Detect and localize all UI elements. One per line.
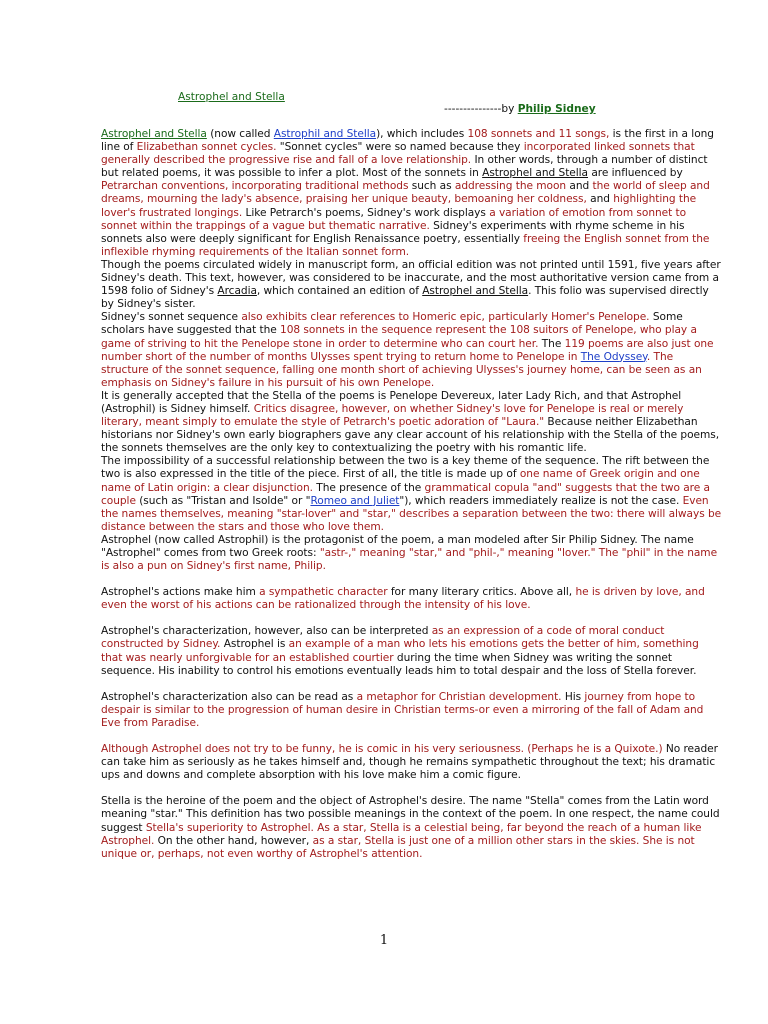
highlight-run: 119 poems are also just one number short of the number of months Ulysses spent trying to return home to Penelope in [101, 337, 714, 363]
text-run: Though the poems circulated widely in manuscript form, an official edition was not printed until 1591, five years after Sidney's death. This text, however, was considered to be inaccurate, and the most authoritative version came from a 1598 folio of Sidney's [101, 258, 721, 298]
paragraph-astrophel-name [101, 534, 723, 573]
text-run: Astrophel's characterization also can be read as [101, 690, 357, 703]
paragraph-intro [101, 128, 723, 259]
text-run: for many literary critics. Above all, [387, 586, 576, 599]
paragraph-stella-identity [101, 390, 723, 455]
text-run: Astrophel is [220, 638, 289, 651]
author-link[interactable]: Philip Sidney [517, 103, 596, 115]
text-run: The [538, 337, 565, 350]
text-run: is the first in a long line of [101, 128, 714, 154]
highlight-run: grammatical copula "and" suggests that the two are a couple [101, 481, 710, 507]
highlight-run: 108 sonnets and 11 songs, [467, 128, 610, 140]
link-romeo-and-juliet[interactable]: Romeo and Juliet [310, 494, 400, 507]
highlight-run: an example of a man who lets his emotions gets the better of him, something that was nearly unforgivable for an established courtier [101, 638, 699, 664]
paragraph-relationship [101, 455, 723, 534]
highlight-run: Even the names themselves, meaning "star-lover" and "star," describes a separation between the two: there will always be distance between the stars and those who love them. [101, 494, 722, 533]
highlight-run: highlighting the lover's frustrated longings. [101, 193, 697, 219]
text-run: The impossibility of a successful relationship between the two is a key theme of the sequence. The rift between the two is also expressed in the title of the piece. First of all, the title is made up of [101, 455, 710, 481]
highlight-run: also exhibits clear references to Homeric epic, particularly Homer's Penelope. [241, 311, 650, 324]
byline-prefix: ---------------by [444, 103, 518, 115]
highlight-run: the world of sleep and dreams, mourning the lady's absence, praising her unique beauty, bemoaning her coldness, [101, 180, 710, 206]
highlight-run: a variation of emotion from sonnet to sonnet within the trappings of a vague but thematic narrative. [101, 206, 687, 232]
text-run: No reader can take him as seriously as he takes himself and, though he remains sympathetic throughout the text; his dramatic ups and downs and complete absorption with his love make him a comic figure. [101, 743, 718, 782]
text-run: and [586, 193, 614, 206]
paragraph-comic [101, 743, 723, 782]
link-astrophil-and-stella[interactable]: Astrophil and Stella [273, 128, 377, 140]
text-run: Because neither Elizabethan historians nor Sidney's own early biographers gave any clear account of his relationship with the Stella of the poems, the sonnets themselves are the only key to contextualizing the poetry with his romantic life. [101, 416, 720, 455]
document-title-link[interactable]: Astrophel and Stella [178, 91, 285, 103]
text-run: , which contained an edition of [256, 285, 423, 298]
highlight-run: . The structure of the sonnet sequence, falling one month short of achieving Ulysses's journey home, can be seen as an emphasis on Sidney's failure in his pursuit of his own Penelope. [101, 350, 702, 389]
text-run: Like Petrarch's poems, Sidney's work displays [242, 206, 490, 219]
text-run: Sidney's experiments with rhyme scheme in his sonnets also were deeply significant for English Renaissance poetry, essentially [101, 219, 685, 245]
text-run: Sidney's sonnet sequence [101, 311, 242, 324]
text-run: Astrophel's actions make him [101, 586, 260, 599]
text-run: (such as "Tristan and Isolde" or " [135, 494, 311, 507]
text-run: "Sonnet cycles" were so named because they [276, 141, 524, 154]
work-title-arcadia: Arcadia [217, 285, 257, 298]
text-run: Astrophel (now called Astrophil) is the protagonist of the poem, a man modeled after Sir Philip Sidney. The name "Astrophel" comes from two Greek roots: [101, 533, 694, 559]
article-body [101, 128, 723, 861]
highlight-run: as an expression of a code of moral conduct constructed by Sidney. [101, 625, 665, 651]
highlight-run: Although Astrophel does not try to be funny, he is comic in his very seriousness. (Perhaps he is a Quixote.) [101, 743, 663, 756]
highlight-run: Critics disagree, however, on whether Sidney's love for Penelope is real or merely literary, meant simply to emulate the style of Petrarch's poetic adoration of "Laura." [101, 402, 684, 429]
byline [444, 103, 596, 116]
highlight-run: 108 sonnets in the sequence represent the 108 suitors of Penelope, who play a game of striving to hit the Penelope stone in order to determine who can court her. [101, 324, 697, 350]
highlight-run: journey from hope to despair is similar to the progression of human desire in Christian terms-or even a mirroring of the fall of Adam and Eve from Paradise. [101, 690, 704, 729]
text-run: (now called [206, 128, 274, 140]
highlight-run: he is driven by love, and even the worst of his actions can be rationalized through the intensity of his love. [101, 586, 705, 612]
paragraph-stella [101, 795, 723, 860]
highlight-run: Petrarchan conventions, incorporating traditional methods [101, 180, 409, 193]
highlight-run: one name of Greek origin and one name of Latin origin: a clear disjunction. [101, 468, 700, 494]
text-run: The presence of the [312, 481, 425, 494]
paragraph-publication [101, 259, 723, 311]
work-title-astrophel-and-stella: Astrophel and Stella [482, 167, 589, 180]
highlight-run: "astr-," meaning "star," and "phil-," meaning "lover." The "phil" in the name is also a pun on Sidney's first name, Philip. [101, 547, 718, 573]
paragraph-christian [101, 691, 723, 730]
highlight-run: as a star, Stella is just one of a million other stars in the skies. She is not unique or, perhaps, not even worthy of Astrophel's attention. [101, 834, 695, 860]
text-run: and [566, 180, 593, 193]
highlight-run: addressing the moon [454, 180, 567, 193]
text-run: "), which readers immediately realize is not the case. [399, 494, 683, 507]
paragraph-sympathetic [101, 586, 723, 612]
paragraph-moral-code [101, 625, 723, 677]
text-run: are influenced by [588, 167, 683, 180]
highlight-run: incorporated linked sonnets that generally described the progressive rise and fall of a love relationship. [101, 141, 695, 167]
text-run: In other words, through a number of distinct but related poems, it was possible to infer a plot. Most of the sonnets in [101, 154, 708, 180]
text-run: His [561, 690, 585, 703]
link-the-odyssey[interactable]: The Odyssey [580, 350, 647, 363]
text-run: It is generally accepted that the Stella of the poems is Penelope Devereux, later Lady Rich, and that Astrophel (Astrophil) is Sidney himself. [101, 389, 682, 415]
highlight-run: Elizabethan sonnet cycles. [136, 141, 277, 154]
work-title-astrophel-and-stella: Astrophel and Stella [422, 285, 529, 298]
link-astrophel-and-stella[interactable]: Astrophel and Stella [101, 128, 207, 140]
text-run: during the time when Sidney was writing the sonnet sequence. His inability to control his emotions eventually leads him to total despair and the loss of Stella forever. [101, 651, 697, 677]
highlight-run: a metaphor for Christian development. [356, 690, 562, 703]
text-run: Some scholars have suggested that the [101, 311, 683, 337]
text-run: ), which includes [376, 128, 468, 140]
page-number: 1 [379, 933, 389, 948]
text-run: Stella is the heroine of the poem and the object of Astrophel's desire. The name "Stella" comes from the Latin word meaning "star." This definition has two possible meanings in the context of the poem. In one respect, the name could suggest [101, 795, 720, 834]
text-run: such as [408, 180, 455, 193]
paragraph-homeric [101, 311, 723, 390]
text-run: . This folio was supervised directly by Sidney's sister. [101, 285, 709, 311]
text-run: Astrophel's characterization, however, also can be interpreted [101, 625, 432, 638]
highlight-run: freeing the English sonnet from the inflexible rhyming requirements of the Italian sonnet form. [101, 232, 710, 258]
highlight-run: a sympathetic character [259, 586, 388, 599]
highlight-run: Stella's superiority to Astrophel. As a star, Stella is a celestial being, far beyond the reach of a human like Astrophel. [101, 821, 702, 847]
text-run: On the other hand, however, [154, 834, 313, 847]
